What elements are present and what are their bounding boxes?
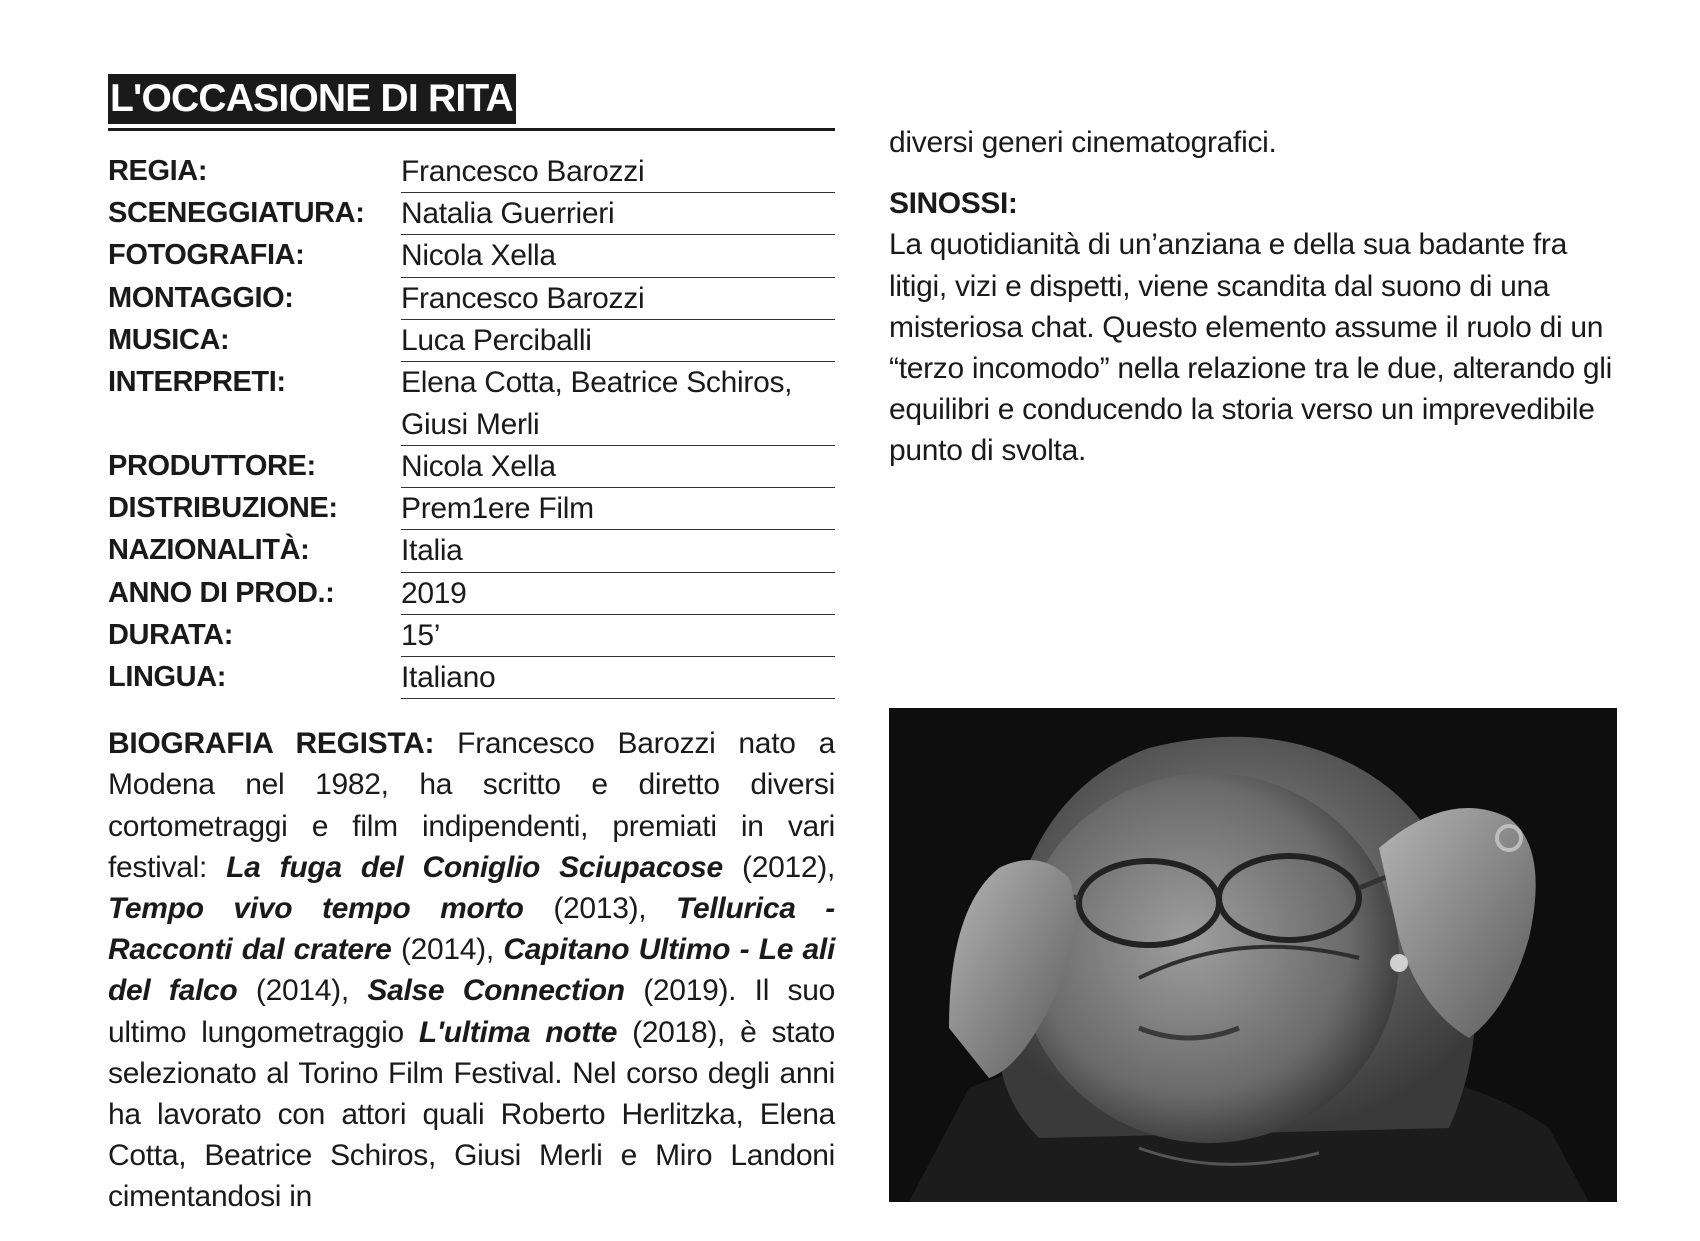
film-title-mention: Tempo vivo tempo morto — [108, 892, 524, 926]
credit-value: Francesco Barozzi — [401, 151, 835, 193]
credit-value: Prem1ere Film — [401, 488, 835, 530]
bio-continued: diversi generi cinematografici. — [889, 126, 1277, 159]
credit-label: DURATA: — [108, 618, 233, 651]
credit-label: SCENEGGIATURA: — [108, 197, 365, 230]
title-bar — [108, 74, 835, 131]
film-title-mention: La fuga del Coniglio Sciupacose — [226, 850, 723, 884]
bio-text: Francesco Barozzi nato a Modena nel 1982, ha scritto e diretto diversi cortometraggi e film indipendenti, premiati in vari festival: — [108, 727, 835, 884]
bio-text: (2014), — [237, 974, 368, 1008]
bio-text: (2014), — [391, 933, 504, 967]
credit-row — [108, 320, 835, 362]
credit-label: MONTAGGIO: — [108, 281, 294, 314]
credit-value: Francesco Barozzi — [401, 278, 835, 320]
credit-row — [108, 615, 835, 657]
credit-label: LINGUA: — [108, 661, 227, 694]
credit-row — [108, 193, 835, 235]
credits-table — [108, 151, 835, 699]
credit-value: Italia — [401, 530, 835, 572]
film-title-mention: Capitano Ultimo - Le ali del falco — [108, 933, 835, 1008]
credit-value: Italiano — [401, 657, 835, 699]
credit-value: 15’ — [401, 615, 835, 657]
credit-label: FOTOGRAFIA: — [108, 239, 305, 272]
credit-row — [108, 657, 835, 699]
film-still-illustration — [889, 708, 1617, 1202]
credit-row — [108, 278, 835, 320]
credit-value: Elena Cotta, Beatrice Schiros, Giusi Merli — [401, 362, 835, 446]
bio-text: (2012), — [722, 850, 835, 884]
credit-row — [108, 151, 835, 193]
credit-row — [108, 530, 835, 572]
film-still-photo — [889, 708, 1617, 1202]
credit-label: REGIA: — [108, 155, 208, 187]
bio-text: (2018), è stato selezionato al Torino Film Festival. Nel corso degli anni ha lavorato con attori quali Roberto Herlitzka, Elena Cotta, Beatrice Schiros, Giusi Merli e Miro Landoni cimentandosi in — [108, 1015, 835, 1214]
credit-value: Luca Perciballi — [401, 320, 835, 362]
credit-row — [108, 488, 835, 530]
credit-value: Nicola Xella — [401, 446, 835, 488]
credit-row — [108, 573, 835, 615]
credit-label: PRODUTTORE: — [108, 450, 316, 483]
credit-row — [108, 235, 835, 277]
credit-label: DISTRIBUZIONE: — [108, 492, 338, 525]
bio-text: (2013), — [523, 892, 677, 926]
credit-value: Natalia Guerrieri — [401, 193, 835, 235]
credit-row — [108, 362, 835, 446]
credit-label: MUSICA: — [108, 323, 230, 356]
film-title-mention: Tellurica - Racconti dal cratere — [108, 892, 835, 967]
bio-label: BIOGRAFIA REGISTA: — [108, 727, 435, 761]
synopsis-text: La quotidianità di un’anziana e della sua badante fra litigi, vizi e dispetti, viene scandita dal suono di una misteriosa chat. Questo elemento assume il ruolo di un “terzo incomodo” nella relazione tra le due, alterando gli equilibri e conducendo la storia verso un imprevedibile punto di svolta. — [889, 228, 1613, 468]
right-column — [889, 122, 1617, 472]
film-title-mention: L'ultima notte — [418, 1015, 618, 1049]
film-title: L'OCCASIONE DI RITA — [108, 74, 516, 124]
credit-value: 2019 — [401, 573, 835, 615]
credit-label: ANNO DI PROD.: — [108, 576, 335, 609]
bio-text: (2019). Il suo ultimo lungometraggio — [108, 974, 836, 1049]
director-biography — [108, 723, 835, 1217]
credit-value: Nicola Xella — [401, 235, 835, 277]
credit-row — [108, 446, 835, 488]
left-column — [108, 74, 835, 1218]
film-title-mention: Salse Connection — [367, 974, 625, 1008]
credit-label: NAZIONALITÀ: — [108, 534, 310, 567]
synopsis-heading: SINOSSI: — [889, 187, 1018, 221]
credit-label: INTERPRETI: — [108, 366, 286, 399]
